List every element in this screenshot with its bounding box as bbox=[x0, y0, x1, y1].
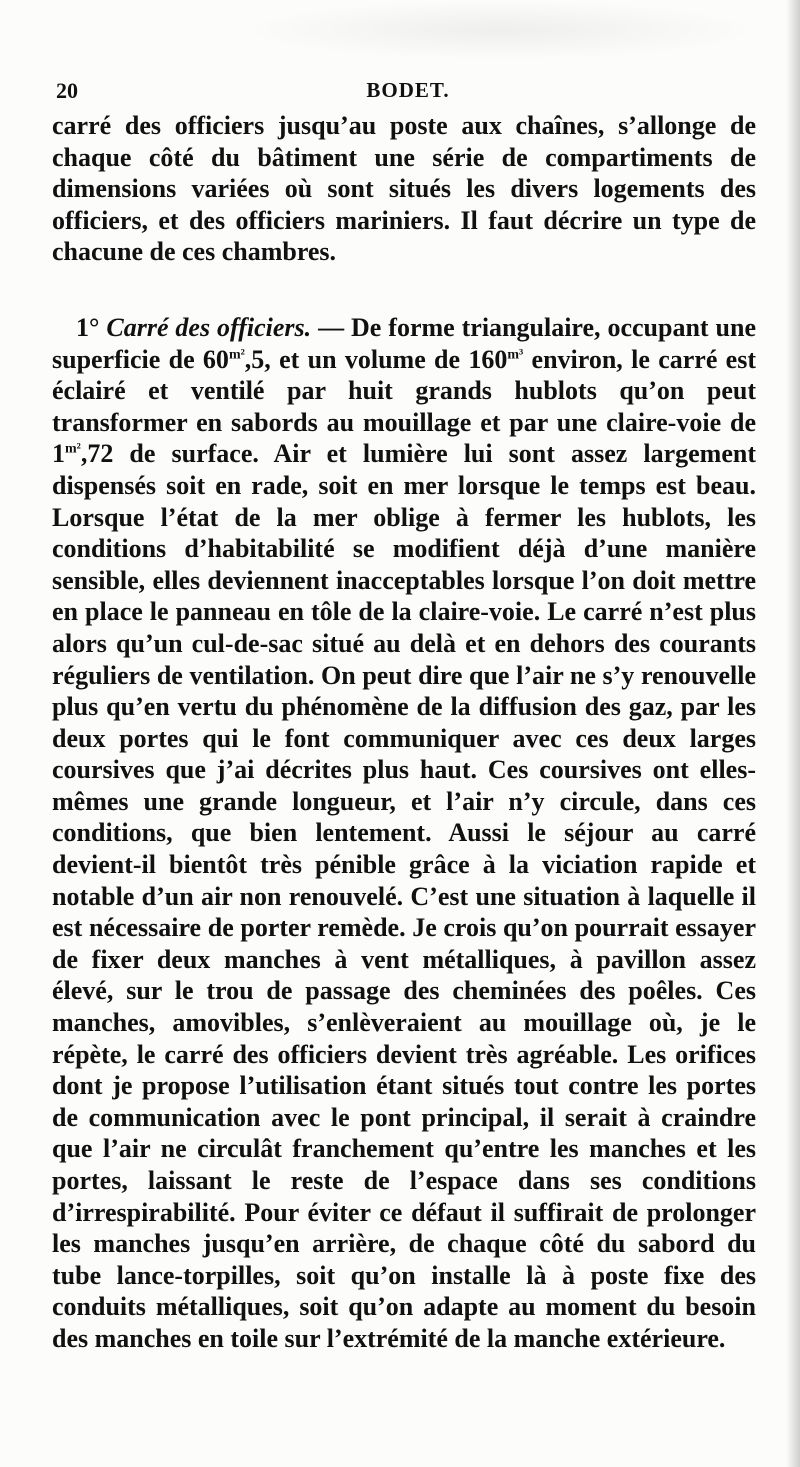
page-number: 20 bbox=[56, 78, 78, 103]
section-title: Carré des officiers. bbox=[106, 312, 312, 342]
paragraph-2-rest: ,72 de surface. Air et lumière lui sont assez largement dispensés soit en rade, soit en mer lorsque le temps est beau. Lorsque l’état de la mer oblige à fermer les hublots, les conditions d’habitabilité se modifient déjà d’une manière sensible, elles deviennent inacceptables lorsque l’on doit mettre en place le panneau en tôle de la claire-voie. Le carré n’est plus alors qu’un cul-de-sac situé au delà et en dehors des courants réguliers de ventilation. On peut dire que l’air ne s’y renouvelle plus qu’en vertu du phénomène de la diffusion des gaz, par les deux portes qui le font communiquer avec ces deux larges coursives que j’ai décrites plus haut. Ces coursives ont elles-mêmes une grande longueur, et l’air n’y circule, dans ces conditions, que bien lentement. Aussi le séjour au carré devient-il bientôt très pénible grâce à la viciation rapide et notable d’un air non renouvelé. C’est une situation à laquelle il est nécessaire de porter remède. Je crois qu’on pourrait essayer de fixer deux manches à vent métalliques, à pavillon assez élevé, sur le trou de passage des cheminées des poêles. Ces manches, amovibles, s’enlèveraient au mouillage où, je le répète, le carré des officiers devient très agréable. Les orifices dont je propose l’utilisation étant situés tout contre les portes de communication avec le pont principal, il serait à craindre que l’air ne circulât franchement qu’entre les manches et les portes, laissant le reste de l’espace dans ses conditions d’irrespirabilité. Pour éviter ce défaut il suffirait de prolonger les manches jusqu’en arrière, de chaque côté du sabord du tube lance-torpilles, soit qu’on installe là à poste fixe des conduits métalliques, soit qu’on adapte au moment du besoin des manches en toile sur l’extrémité de la manche extérieure. bbox=[52, 439, 756, 1353]
paper-stain bbox=[240, 0, 760, 60]
running-head: BODET. bbox=[366, 78, 450, 102]
paragraph-1: carré des officiers jusqu’au poste aux chaînes, s’allonge de chaque côté du bâtiment une série de compartiments de dimensions variées où sont situés les divers logements des officiers, et des officiers mariniers. Il faut décrire un type de chacune de ces chambres. bbox=[52, 111, 756, 267]
paragraph-2-volume: ,5, et un volume de 160 bbox=[244, 344, 508, 374]
section-number: 1° bbox=[76, 312, 100, 342]
page-header bbox=[56, 78, 760, 108]
paragraph-2-intro: — De forme triangulaire, occupant une superficie de 60 bbox=[52, 312, 756, 374]
page-edge-shadow bbox=[786, 0, 800, 1467]
body-text bbox=[52, 110, 756, 1355]
unit-cubic-meters: m³ bbox=[507, 346, 524, 362]
paragraph-2-lighting: environ, le carré est éclairé et ventilé par huit grands hublots qu’on peut transformer en sabords au mouillage et par une claire-voie de 1 bbox=[52, 344, 756, 469]
paragraph-2 bbox=[52, 312, 756, 1355]
unit-square-meters-2: m² bbox=[65, 441, 81, 457]
unit-square-meters: m² bbox=[228, 346, 245, 362]
